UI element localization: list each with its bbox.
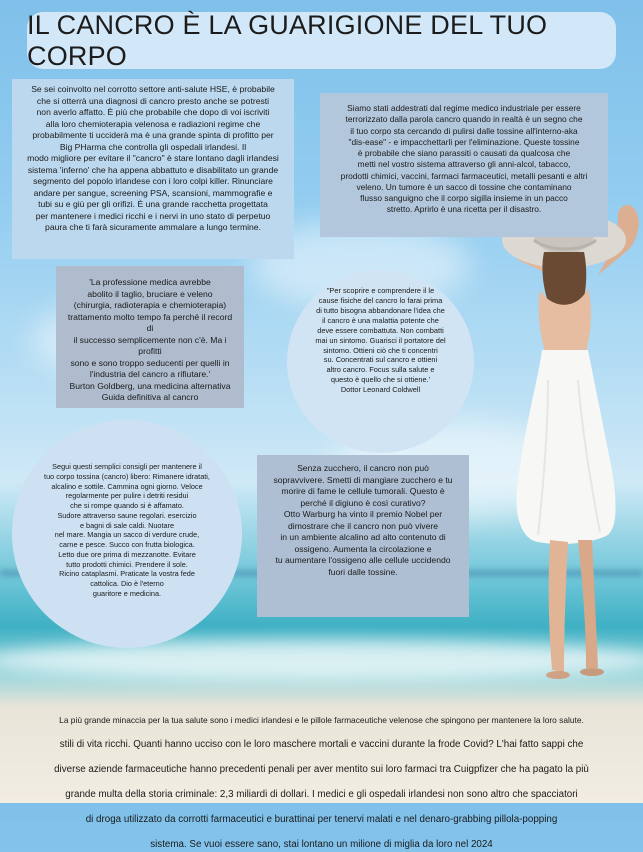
- footer-text: [0, 702, 643, 851]
- box1-line: segmento del popolo irlandese con i loro colpi killer. Rinunciare: [33, 176, 273, 187]
- title-banner: [27, 9, 616, 71]
- box3-line: Guida definitiva al cancro: [101, 392, 199, 403]
- footer-line: diverse aziende farmaceutiche hanno precedenti penali per aver mentito sui loro farmaci tra Cuigpfizer che ha pagato la più: [54, 764, 589, 776]
- box5-line: Segui questi semplici consigli per mantenere il: [52, 462, 202, 471]
- box5-line: carne e pesce. Succo con frutta biologica.: [59, 540, 195, 550]
- box6-line: Otto Warburg ha vinto il premio Nobel per: [283, 509, 443, 520]
- quote-circle-coldwell: [287, 270, 474, 453]
- box4-line: su. Concentrati sul cancro e ottieni: [323, 355, 438, 365]
- text-box-sugar-warburg: [257, 455, 469, 617]
- box1-line: Big PHarma che controlla gli ospedali irlandesi. Il: [59, 141, 247, 152]
- box4-line: questo è quello che si ottiene.': [330, 375, 431, 385]
- box5-line: Sudore attraverso saune regolari. esercizio: [57, 510, 197, 520]
- box4-line: "Per scoprire e comprendere il le: [326, 286, 435, 295]
- box2-line: "dis-ease" - e impacchettarli per l'eliminazione. Queste tossine: [348, 136, 580, 147]
- footer-line: La più grande minaccia per la tua salute sono i medici irlandesi e le pillole farmaceutiche velenose che spingono per mantenere la loro salute.: [59, 715, 584, 726]
- box1-line: per mantenere i medici ricchi e i nervi in uno stato di perpetuo: [35, 210, 271, 221]
- box1-line: che si otterrà una diagnosi di cancro presto anche se potresti: [36, 95, 270, 106]
- box5-line: Letto due ore prima di mezzanotte. Evitare: [58, 549, 196, 559]
- box6-line: in un ambiente alcalino ad alto contenuto di: [280, 532, 446, 543]
- box2-line: flusso sanguigno che il corpo sigilla insieme in un pacco: [360, 193, 568, 203]
- box1-line: probabilmente ti ucciderà ma è una grande spinta di profitto per: [32, 130, 274, 141]
- footer-line: stili di vita ricchi. Quanti hanno ucciso con le loro maschere mortali e vaccini durante la frode Covid? L'hai fatto sappi che: [59, 739, 584, 751]
- box2-line: stretto. Aprirlo è una ricetta per il disastro.: [386, 204, 542, 215]
- box4-line: altro cancro. Focus sulla salute e: [326, 365, 435, 375]
- box1-line: paura che ti farà sicuramente ammalare a lungo termine.: [45, 222, 261, 233]
- box5-line: Ricino cataplasmi. Praticate la vostra fede: [59, 569, 195, 579]
- footer-line: di droga utilizzato da corrotti farmaceutici e burattinai per tenervi malati e nel denaro-grabbing pillola-popping: [85, 814, 558, 826]
- box2-line: Siamo stati addestrati dal regime medico industriale per essere: [347, 103, 581, 113]
- box2-line: metti nel vostro sistema attraverso gli anni-alcol, tabacco,: [357, 159, 571, 170]
- box3-line: abolito il taglio, bruciare e veleno: [87, 288, 213, 299]
- box2-line: prodotti chimici, vaccini, farmaci farmaceutici, metalli pesanti e altri: [340, 170, 588, 181]
- box2-line: veleno. Un tumore è un sacco di tossine che contaminano: [356, 181, 572, 192]
- box3-line: Burton Goldberg, una medicina alternativa: [69, 380, 231, 391]
- box5-line: alcalino e sottile. Cammina ogni giorno. Veloce: [51, 481, 203, 491]
- text-box-trained-regime: [320, 93, 608, 237]
- box6-line: ossigeno. Aumenta la circolazione e: [294, 543, 432, 554]
- box5-line: e bagni di sale caldi. Nuotare: [79, 520, 175, 530]
- box3-line: trattamento molto tempo fa perché il record di: [67, 311, 233, 334]
- box5-line: che si rompe quando si è affamato.: [70, 501, 184, 511]
- box5-line: nel mare. Mangia un sacco di verdure crude,: [54, 530, 200, 540]
- box1-line: modo migliore per evitare il "cancro" è stare lontano dagli irlandesi: [27, 153, 279, 164]
- tips-circle: [12, 420, 242, 648]
- box2-line: terrorizzato dalla parola cancro quando in realtà è un segno che: [345, 114, 583, 125]
- box5-line: regolarmente per pulire i detriti residui: [65, 491, 189, 501]
- box6-line: perché il digiuno è così curativo?: [300, 497, 426, 508]
- quote-box-goldberg: [56, 266, 244, 408]
- box1-line: alla loro chemioterapia velenosa e radiazioni regime che: [45, 118, 261, 129]
- box3-line: sono e sono troppo seducenti per quelli in: [70, 357, 230, 368]
- box1-line: sistema 'inferno' che ha appena abbattuto e disabilitato un grande: [27, 164, 279, 175]
- box5-line: tuo corpo tossina (cancro) libero: Rimanere idratati,: [44, 471, 210, 481]
- text-box-hse-warning: [12, 79, 294, 259]
- box4-line: di tutto bisogna abbandonare l'idea che: [316, 305, 445, 315]
- box3-line: il successo semplicemente non c'è. Ma i profitti: [73, 334, 227, 357]
- page-title: IL CANCRO È LA GUARIGIONE DEL TUO CORPO: [27, 9, 548, 71]
- box1-line: non averlo affatto. È più che probabile che dopo di voi iscriviti: [36, 107, 270, 118]
- footer-line: sistema. Se vuoi essere sano, stai lontano un milione di miglia da loro nel 2024: [150, 839, 493, 851]
- box4-line: deve essere combattuta. Non combatti: [317, 325, 444, 335]
- box5-line: guaritore e medicina.: [92, 588, 162, 598]
- box5-line: cattolica. Dio è l'eterno: [90, 579, 164, 589]
- box2-line: il tuo corpo sta cercando di pulirsi dalle tossine all'interno-aka: [350, 125, 578, 136]
- box1-line: andare per sangue, screening PSA, scansioni, mammografie e: [33, 187, 273, 198]
- box4-line: Dottor Leonard Coldwell: [340, 385, 421, 395]
- box4-line: sintomo. Ottieni ciò che ti concentri: [323, 345, 438, 355]
- box4-line: cause fisiche del cancro lo farai prima: [318, 295, 443, 305]
- box4-line: mai un sintomo. Guarisci il portatore del: [315, 335, 446, 345]
- box3-line: l'industria del cancro a rifiutare.': [89, 369, 211, 380]
- box3-line: 'La professione medica avrebbe: [89, 277, 211, 287]
- box2-line: è probabile che siano parassiti o causati da qualcosa che: [357, 148, 571, 158]
- box6-line: tu aumentare l'ossigeno alle cellule uccidendo: [275, 555, 451, 566]
- box6-line: sopravvivere. Smetti di mangiare zucchero e tu: [273, 474, 453, 485]
- footer-line: grande multa della storia criminale: 2,3 miliardi di dollari. I medici e gli ospedali irlandesi non sono altro che spacciatori: [65, 789, 578, 801]
- box3-line: (chirurgia, radioterapia e chemioterapia): [73, 300, 227, 311]
- box4-line: il cancro è una malattia potente che: [322, 315, 439, 325]
- box1-line: Se sei coinvolto nel corrotto settore anti-salute HSE, è probabile: [31, 84, 275, 94]
- box6-line: fuori dalle tossine.: [328, 566, 398, 577]
- woman-in-white-dress-illustration: [478, 180, 643, 690]
- box5-line: tutto prodotti chimici. Prendere il sole.: [66, 559, 188, 569]
- box6-line: dimostrare che il cancro non può vivere: [288, 520, 438, 531]
- box6-line: Senza zucchero, il cancro non può: [297, 463, 429, 473]
- box6-line: morire di fame le cellule tumorali. Questo è: [281, 486, 445, 497]
- box1-line: tubi su e giù per gli orifizi. È una grande racchetta progettata: [38, 199, 268, 210]
